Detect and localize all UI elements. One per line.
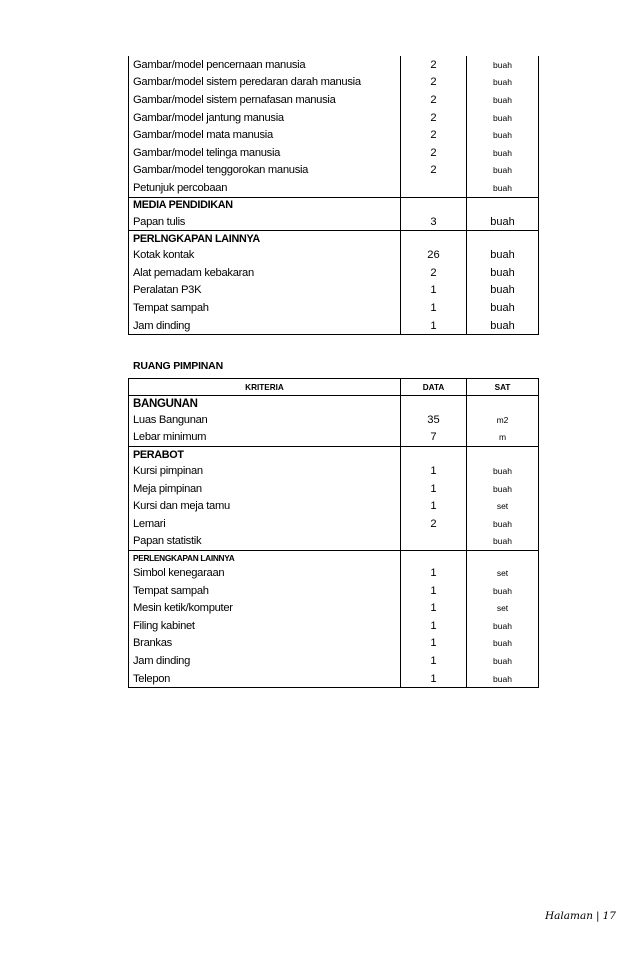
page-number: 17 [602, 910, 616, 922]
item-unit: buah [493, 536, 512, 547]
item-data-value: 3 [401, 213, 467, 231]
item-label: Gambar/model tenggorokan manusia [133, 164, 309, 177]
item-label: Tempat sampah [133, 584, 209, 597]
item-unit: buah [490, 249, 515, 262]
item-data-value: 1 [401, 582, 467, 600]
table-row [129, 74, 539, 92]
table-row [129, 599, 539, 617]
table-row [129, 462, 539, 480]
page-footer [545, 910, 616, 922]
table-row [129, 635, 539, 653]
column-header-sat: SAT [494, 382, 511, 392]
item-label: Gambar/model jantung manusia [133, 111, 284, 124]
item-unit: buah [490, 215, 515, 228]
table-row [129, 56, 539, 74]
table-row [129, 533, 539, 551]
item-unit: set [496, 603, 509, 614]
table-row [129, 264, 539, 282]
section-heading-row [129, 396, 539, 412]
item-data-value: 1 [401, 282, 467, 300]
item-unit: buah [493, 673, 512, 684]
item-label: Kursi dan meja tamu [133, 500, 230, 513]
item-data-value: 2 [401, 56, 467, 74]
section-heading: PERABOT [129, 447, 401, 463]
item-label: Luas Bangunan [133, 413, 208, 426]
item-data-value: 35 [401, 411, 467, 429]
item-label: Jam dinding [133, 654, 191, 667]
table-row [129, 213, 539, 231]
item-data-value: 1 [401, 652, 467, 670]
item-label: Lebar minimum [133, 431, 207, 444]
item-label: Peralatan P3K [133, 284, 202, 297]
table-row [129, 144, 539, 162]
item-data-value: 2 [401, 109, 467, 127]
empty-cell [467, 551, 539, 565]
item-data-value: 1 [401, 317, 467, 335]
item-data-value: 1 [401, 480, 467, 498]
table-row [129, 582, 539, 600]
item-label: Papan statistik [133, 535, 202, 548]
table-row [129, 515, 539, 533]
column-header-row [129, 379, 539, 396]
item-data-value [401, 533, 467, 551]
item-label: Brankas [133, 637, 172, 650]
item-label: Petunjuk percobaan [133, 181, 228, 194]
item-unit: buah [493, 620, 512, 631]
table-row [129, 317, 539, 335]
item-label: Kursi pimpinan [133, 464, 203, 477]
item-data-value: 2 [401, 162, 467, 180]
item-data-value: 1 [401, 564, 467, 582]
item-label: Gambar/model sistem peredaran darah manusia [133, 76, 361, 89]
item-label: Lemari [133, 517, 166, 530]
item-unit: buah [493, 147, 512, 158]
item-data-value: 1 [401, 617, 467, 635]
item-label: Meja pimpinan [133, 482, 202, 495]
empty-cell [401, 551, 467, 565]
section-heading: PERLNGKAPAN LAINNYA [129, 231, 401, 247]
table-row [129, 109, 539, 127]
item-data-value [401, 179, 467, 197]
item-label: Kotak kontak [133, 249, 195, 262]
section-title-ruang-pimpinan: RUANG PIMPINAN [133, 360, 223, 372]
item-data-value: 2 [401, 91, 467, 109]
empty-cell [401, 447, 467, 463]
item-data-value: 1 [401, 299, 467, 317]
item-data-value: 2 [401, 144, 467, 162]
item-unit: buah [493, 130, 512, 141]
table-row [129, 429, 539, 447]
item-label: Gambar/model sistem pernafasan manusia [133, 93, 336, 106]
item-data-value: 1 [401, 462, 467, 480]
item-unit: buah [493, 94, 512, 105]
facilities-table-continued [128, 56, 539, 335]
item-unit: buah [493, 638, 512, 649]
item-label: Gambar/model pencernaan manusia [133, 58, 306, 71]
empty-cell [467, 197, 539, 213]
item-data-value: 1 [401, 497, 467, 515]
empty-cell [401, 197, 467, 213]
item-label: Gambar/model mata manusia [133, 129, 273, 142]
section-heading-row [129, 197, 539, 213]
item-unit: m2 [496, 414, 509, 425]
table-row [129, 480, 539, 498]
item-data-value: 2 [401, 264, 467, 282]
item-unit: buah [493, 483, 512, 494]
footer-separator: | [596, 910, 600, 922]
item-label: Tempat sampah [133, 301, 209, 314]
table-row [129, 162, 539, 180]
item-unit: buah [493, 465, 512, 476]
item-unit: buah [490, 266, 515, 279]
empty-cell [401, 396, 467, 412]
section-heading-row [129, 231, 539, 247]
item-label: Telepon [133, 672, 171, 685]
section-heading-row [129, 447, 539, 463]
item-data-value: 1 [401, 670, 467, 688]
table-row [129, 299, 539, 317]
item-label: Mesin ketik/komputer [133, 602, 233, 615]
ruang-pimpinan-table [128, 378, 539, 688]
item-unit: buah [493, 585, 512, 596]
item-unit: buah [490, 319, 515, 332]
item-unit: buah [490, 301, 515, 314]
empty-cell [467, 396, 539, 412]
item-label: Jam dinding [133, 319, 191, 332]
item-label: Papan tulis [133, 215, 186, 228]
table-row [129, 497, 539, 515]
item-data-value: 7 [401, 429, 467, 447]
footer-label: Halaman [545, 910, 594, 922]
table-row [129, 670, 539, 688]
item-unit: buah [493, 59, 512, 70]
table-row [129, 652, 539, 670]
item-label: Gambar/model telinga manusia [133, 146, 281, 159]
item-data-value: 1 [401, 599, 467, 617]
section-heading: PERLENGKAPAN LAINNYA [129, 551, 401, 565]
empty-cell [401, 231, 467, 247]
item-unit: m [498, 432, 507, 443]
section-heading-row [129, 551, 539, 565]
item-unit: buah [490, 284, 515, 297]
item-unit: buah [493, 112, 512, 123]
item-unit: buah [493, 518, 512, 529]
item-unit: set [496, 501, 509, 512]
item-label: Alat pemadam kebakaran [133, 266, 254, 279]
table-row [129, 126, 539, 144]
table-row [129, 411, 539, 429]
item-unit: buah [493, 165, 512, 176]
table-row [129, 564, 539, 582]
section-heading: MEDIA PENDIDIKAN [129, 197, 401, 213]
column-header-data: DATA [401, 379, 467, 396]
table-row [129, 179, 539, 197]
item-data-value: 2 [401, 74, 467, 92]
item-data-value: 1 [401, 635, 467, 653]
item-label: Filing kabinet [133, 619, 195, 632]
table-row [129, 617, 539, 635]
item-unit: set [496, 567, 509, 578]
item-data-value: 26 [401, 246, 467, 264]
item-label: Simbol kenegaraan [133, 566, 225, 579]
empty-cell [467, 231, 539, 247]
item-unit: buah [493, 655, 512, 666]
table-row [129, 91, 539, 109]
empty-cell [467, 447, 539, 463]
table-row [129, 246, 539, 264]
item-data-value: 2 [401, 126, 467, 144]
item-unit: buah [493, 182, 512, 193]
table-row [129, 282, 539, 300]
column-header-kriteria: KRITERIA [245, 382, 284, 392]
item-data-value: 2 [401, 515, 467, 533]
item-unit: buah [493, 77, 512, 88]
section-heading: BANGUNAN [129, 396, 401, 412]
